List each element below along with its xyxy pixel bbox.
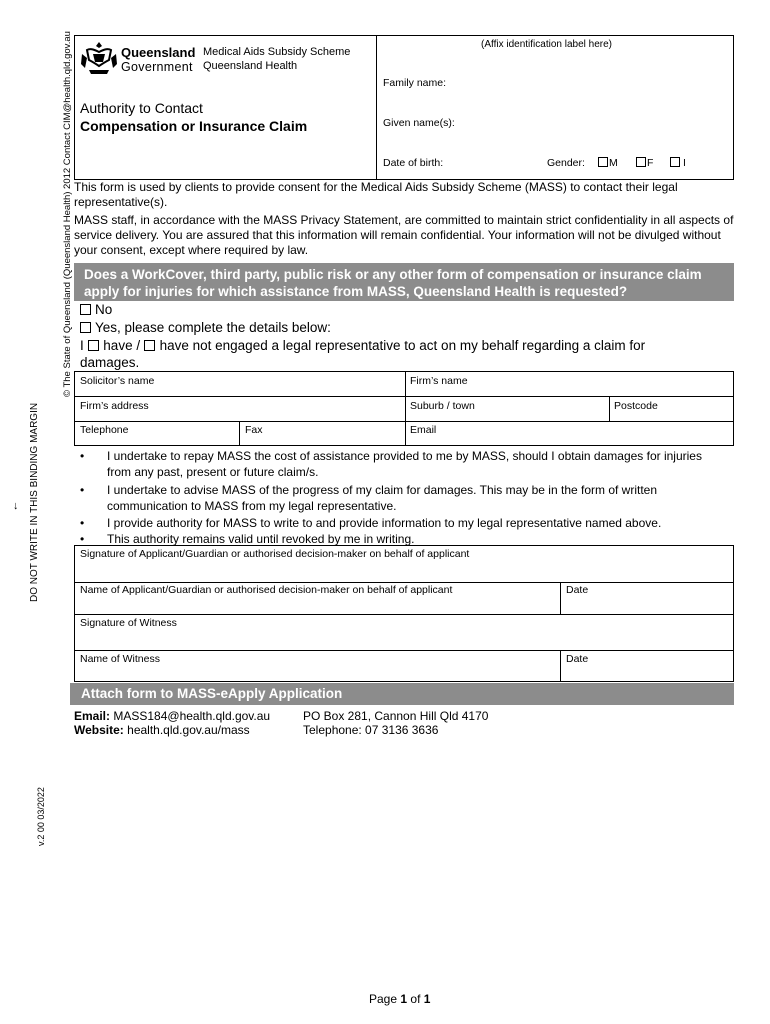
row-divider <box>74 421 734 422</box>
applicant-signature-field[interactable]: Signature of Applicant/Guardian or authorised decision-maker on behalf of applicant <box>80 548 470 560</box>
email-label: Email: <box>74 709 111 723</box>
compensation-question-heading: Does a WorkCover, third party, public risk or any other form of compensation or insurance claim apply for injuries for which assistance from MASS, Queensland Health is requested? <box>74 263 734 301</box>
gender-label: Gender: <box>547 157 585 169</box>
answer-no-option[interactable]: No <box>80 301 112 318</box>
row-divider <box>74 582 734 583</box>
yes-checkbox[interactable] <box>80 322 91 333</box>
affix-label-instruction: (Affix identification label here) <box>481 39 612 50</box>
gender-i-option[interactable]: I <box>670 157 686 169</box>
have-checkbox[interactable] <box>88 340 99 351</box>
row-divider <box>74 650 734 651</box>
website-link[interactable]: health.qld.gov.au/mass <box>127 723 250 737</box>
department-name: Queensland Health <box>203 60 298 72</box>
solicitor-name-field[interactable]: Solicitor’s name <box>80 375 155 387</box>
postcode-field[interactable]: Postcode <box>614 400 658 412</box>
form-title-line2: Compensation or Insurance Claim <box>80 118 308 134</box>
contact-email-line <box>74 709 270 723</box>
col-divider <box>560 582 561 614</box>
family-name-label: Family name: <box>383 77 447 89</box>
gender-f-option[interactable]: F <box>636 157 653 169</box>
legal-representative-statement: I have / have not engaged a legal representative to act on my behalf regarding a claim for damages. <box>80 338 646 370</box>
date-of-birth-label: Date of birth: <box>383 157 444 169</box>
undertaking-item: • I provide authority for MASS to write to and provide information to my legal representative named above. <box>80 516 662 530</box>
queensland-government-logo <box>79 40 119 78</box>
row-divider <box>74 396 734 397</box>
gender-f-checkbox[interactable] <box>636 157 646 167</box>
firm-address-field[interactable]: Firm’s address <box>80 400 149 412</box>
binding-margin-notice: DO NOT WRITE IN THIS BINDING MARGIN <box>29 402 40 602</box>
arrow-up-icon: ← <box>8 500 21 512</box>
have-not-checkbox[interactable] <box>144 340 155 351</box>
email-field[interactable]: Email <box>410 424 437 436</box>
undertaking-item: • I undertake to repay MASS the cost of assistance provided to me by MASS, should I obtain damages for injuries from any past, present or future claim/s. <box>80 449 702 479</box>
witness-name-field[interactable]: Name of Witness <box>80 653 160 665</box>
email-link[interactable]: MASS184@health.qld.gov.au <box>113 709 271 723</box>
col-divider <box>239 421 240 446</box>
version-label: v.2 00 03/2022 <box>36 787 46 846</box>
postal-address: PO Box 281, Cannon Hill Qld 4170 <box>303 709 489 723</box>
witness-signature-field[interactable]: Signature of Witness <box>80 617 177 629</box>
gender-m-checkbox[interactable] <box>598 157 608 167</box>
intro-paragraph-privacy: MASS staff, in accordance with the MASS Privacy Statement, are committed to maintain strict confidentiality in all aspects of service delivery. You are assured that this information will remain confidential. Your information will not be divulged without your consent, except where required by law. <box>74 213 734 257</box>
telephone-field[interactable]: Telephone <box>80 424 129 436</box>
row-divider <box>74 614 734 615</box>
attach-form-heading: Attach form to MASS-eApply Application <box>70 683 734 705</box>
firm-name-field[interactable]: Firm’s name <box>410 375 468 387</box>
intro-paragraph-purpose: This form is used by clients to provide consent for the Medical Aids Subsidy Scheme (MASS) to contact their legal representative(s). <box>74 180 678 209</box>
answer-yes-option[interactable]: Yes, please complete the details below: <box>80 319 331 336</box>
fax-field[interactable]: Fax <box>245 424 263 436</box>
applicant-date-field[interactable]: Date <box>566 584 589 596</box>
witness-date-field[interactable]: Date <box>566 653 589 665</box>
no-checkbox[interactable] <box>80 304 91 315</box>
form-title-line1: Authority to Contact <box>80 100 203 116</box>
header-divider <box>376 35 377 180</box>
website-label: Website: <box>74 723 124 737</box>
copyright-notice: © The State of Queensland (Queensland Health) 2012 Contact CIM@health.qld.gov.au <box>62 31 73 397</box>
suburb-field[interactable]: Suburb / town <box>410 400 475 412</box>
given-names-label: Given name(s): <box>383 117 455 129</box>
logo-text-government: Government <box>121 60 193 74</box>
scheme-name: Medical Aids Subsidy Scheme <box>203 46 351 58</box>
undertaking-item: • I undertake to advise MASS of the progress of my claim for damages. This may be in the form of written communication to MASS from my legal representative. <box>80 483 658 513</box>
col-divider <box>405 371 406 446</box>
contact-telephone: Telephone: 07 3136 3636 <box>303 723 439 737</box>
gender-i-checkbox[interactable] <box>670 157 680 167</box>
undertaking-item: • This authority remains valid until revoked by me in writing. <box>80 532 415 546</box>
applicant-name-field[interactable]: Name of Applicant/Guardian or authorised decision-maker on behalf of applicant <box>80 584 453 596</box>
gender-m-option[interactable]: M <box>598 157 618 169</box>
col-divider <box>560 650 561 682</box>
page-number: Page 1 of 1 <box>369 992 431 1006</box>
logo-text-queensland: Queensland <box>121 45 196 60</box>
col-divider <box>609 396 610 421</box>
contact-website-line <box>74 723 250 737</box>
